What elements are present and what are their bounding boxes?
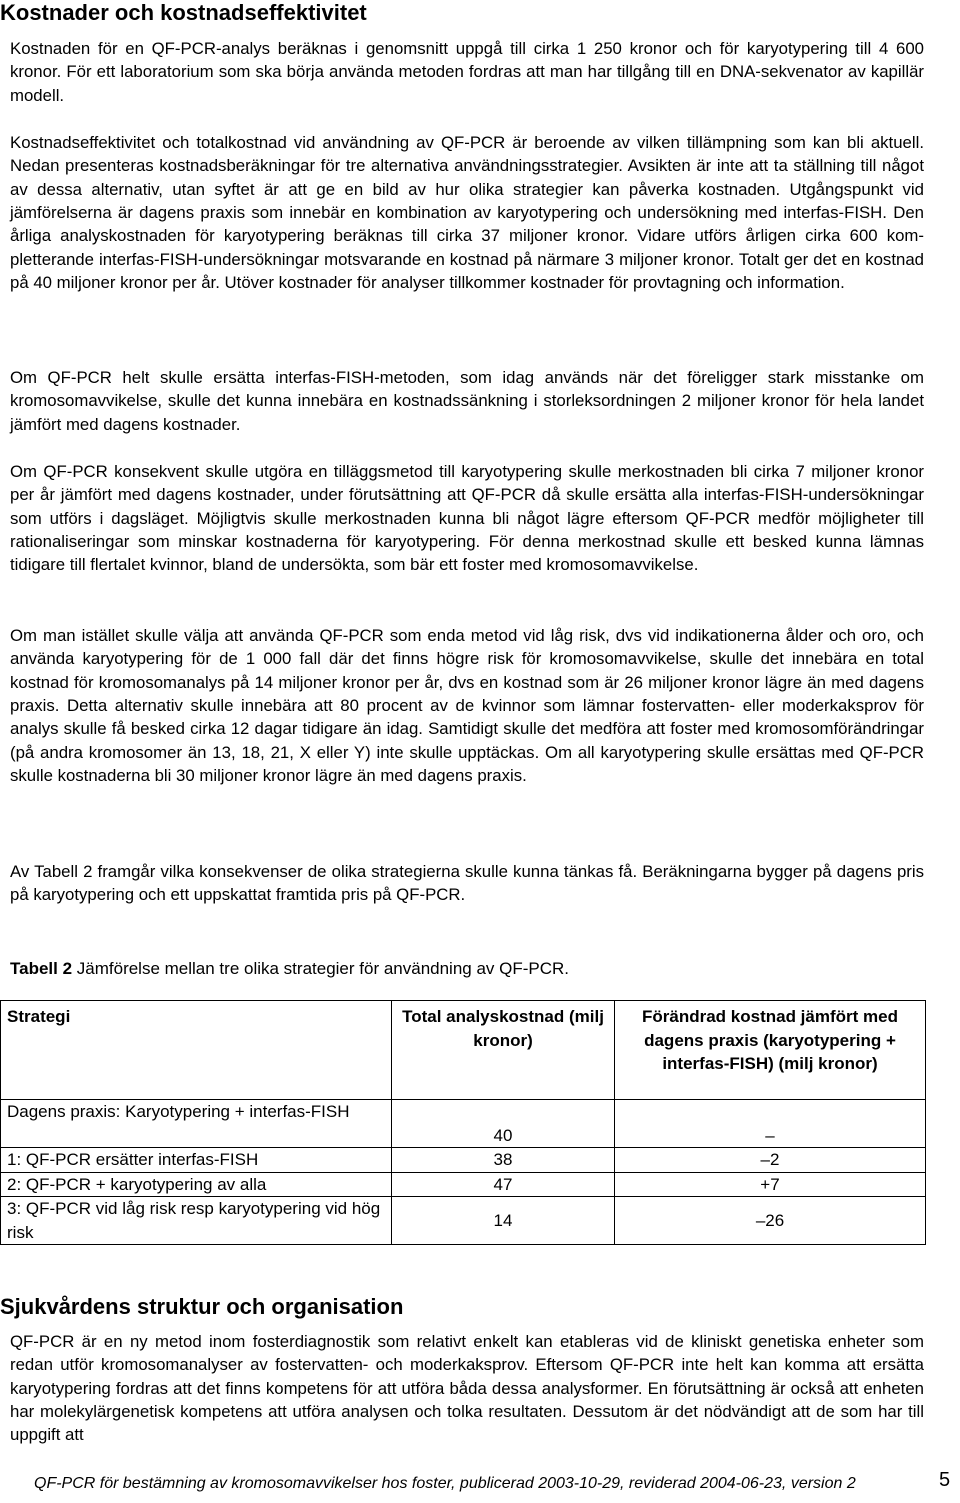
cell-change: –26: [615, 1197, 926, 1245]
table-row: [1, 1172, 926, 1197]
table-caption: [10, 958, 569, 980]
page-footer: QF-PCR för bestämning av kromosomavvikelser hos foster, publicerad 2003-10-29, reviderad 2004-06-23, version 2: [34, 1475, 856, 1492]
table-row: [1, 1100, 926, 1148]
cell-change: –: [615, 1100, 926, 1148]
section-heading-organisation: Sjukvårdens struktur och organisation: [0, 1294, 404, 1319]
cell-change: –2: [615, 1148, 926, 1173]
header-cost-change: Förändrad kostnad jämfört med dagens praxis (karyotypering + interfas-FISH) (milj kronor): [615, 1001, 926, 1100]
cell-strategy: 3: QF-PCR vid låg risk resp karyotypering vid hög risk: [1, 1197, 392, 1245]
paragraph-supplementary-method: Om QF-PCR konsekvent skulle utgöra en tilläggsmetod till karyotypering skulle merkostnaden bli cirka 7 miljoner kronor per år jämfört med dagens kostnader, under förutsättning att QF-PCR då skulle ersätta alla interfas-FISH-undersökningar som utförs i dagsläget. Möjligtvis skulle merkostnaden kunna bli något lägre eftersom QF-PCR medför möjligheter till rationaliseringar som minskar kostnaderna för karyotypering. För denna merkostnad skulle ett besked kunna lämnas tidigare till flertalet kvinnor, bland de undersökta, som bär ett foster med kromosomavvikelse.: [10, 462, 924, 575]
table-caption-text: Jämförelse mellan tre olika strategier för användning av QF-PCR.: [72, 959, 570, 978]
paragraph-organisation: QF-PCR är en ny metod inom fosterdiagnostik som relativt enkelt kan etableras vid de kliniskt genetiska enheter som redan utför kromosomanalyser av fostervatten- och moderkaksprov. Eftersom QF-PCR inte helt kan komma att ersätta karyotypering fordras att det finns kompetens för att utföra båda dessa analysformer. En förutsättning är också att enheten har molekylärgenetisk kompetens att utföra analysen och tolka resultaten. Dessutom är det nödvändigt att de som har till uppgift att: [10, 1332, 924, 1445]
cell-total: 14: [392, 1197, 615, 1245]
paragraph-cost-per-analysis: Kostnaden för en QF-PCR-analys beräknas i genomsnitt uppgå till cirka 1 250 kronor och för karyotypering till 4 600 kronor. För ett laboratorium som ska börja använda metoden fordras att man har tillgång till en DNA-sekvenator av kapillär modell.: [10, 39, 924, 105]
page-number: 5: [939, 1469, 951, 1491]
paragraph-replace-fish: Om QF-PCR helt skulle ersätta interfas-FISH-metoden, som idag används när det föreligger stark misstanke om kromosomavvikelse, skulle det kunna innebära en kostnadssänkning i storleksordningen 2 miljoner kronor för hela landet jämfört med dagens kostnader.: [10, 368, 924, 434]
cell-total: 47: [392, 1172, 615, 1197]
table-row: [1, 1197, 926, 1245]
section-heading-costs: Kostnader och kostnadseffektivitet: [0, 0, 367, 25]
paragraph-low-risk-strategy: Om man istället skulle välja att använda QF-PCR som enda metod vid låg risk, dvs vid indikationerna ålder och oro, och använda karyotypering för de 1 000 fall där det finns högre risk för kromosomavvikelse, skulle det innebära en total kostnad för kromosomanalys på 14 miljoner kronor per år, dvs en kostnad som är 26 miljoner kronor lägre än med dagens praxis. Detta alternativ skulle innebära att 80 procent av de kvinnor som lämnar fostervatten- eller moderkaksprov för analys skulle få besked cirka 12 dagar tidigare än idag. Samtidigt skulle det medföra att foster med kromosomförändringar (på andra kromosomer än 13, 18, 21, X eller Y) inte skulle upptäckas. Om all karyotypering skulle ersättas med QF-PCR skulle kostnaderna bli 30 miljoner kronor lägre än med dagens praxis.: [10, 626, 924, 786]
paragraph-table-intro: Av Tabell 2 framgår vilka konsekvenser de olika strategierna skulle kunna tänkas få. Beräkningarna bygger på dagens pris på karyotypering och ett uppskattat framtida pris på QF-PCR.: [10, 862, 924, 905]
table-row: [1, 1148, 926, 1173]
cell-total: 40: [392, 1100, 615, 1148]
cell-strategy: 2: QF-PCR + karyotypering av alla: [1, 1172, 392, 1197]
header-total-cost: Total analyskostnad (milj kronor): [392, 1001, 615, 1100]
cell-total: 38: [392, 1148, 615, 1173]
cell-change: +7: [615, 1172, 926, 1197]
header-strategy: Strategi: [1, 1001, 392, 1100]
cell-strategy: Dagens praxis: Karyotypering + interfas-FISH: [1, 1100, 392, 1148]
strategy-cost-table: [0, 1000, 926, 1245]
table-caption-label: Tabell 2: [10, 959, 73, 978]
cell-strategy: 1: QF-PCR ersätter interfas-FISH: [1, 1148, 392, 1173]
paragraph-cost-effectiveness: Kostnadseffektivitet och totalkostnad vid användning av QF-PCR är beroende av vilken tillämpning som kan bli aktuell. Nedan presenteras kostnadsberäkningar för tre alternativa användningsstrategier. Avsikten är inte att ta ställning till något av dessa alternativ, utan syftet är att ge en bild av hur olika strategier kan påverka kostnaden. Utgångspunkt vid jämförelserna är dagens praxis som innebär en kombination av karyotypering och undersökning med interfas-FISH. Den årliga analyskostnaden för karyotypering beräknas till cirka 37 miljoner kronor. Vidare utförs årligen cirka 600 kompletterande interfas-FISH-undersökningar motsvarande en kostnad på närmare 3 miljoner kronor. Totalt ger det en kostnad på 40 miljoner kronor per år. Utöver kostnader för analyser tillkommer kostnader för provtagning och information.: [10, 133, 924, 293]
table-header-row: [1, 1001, 926, 1100]
